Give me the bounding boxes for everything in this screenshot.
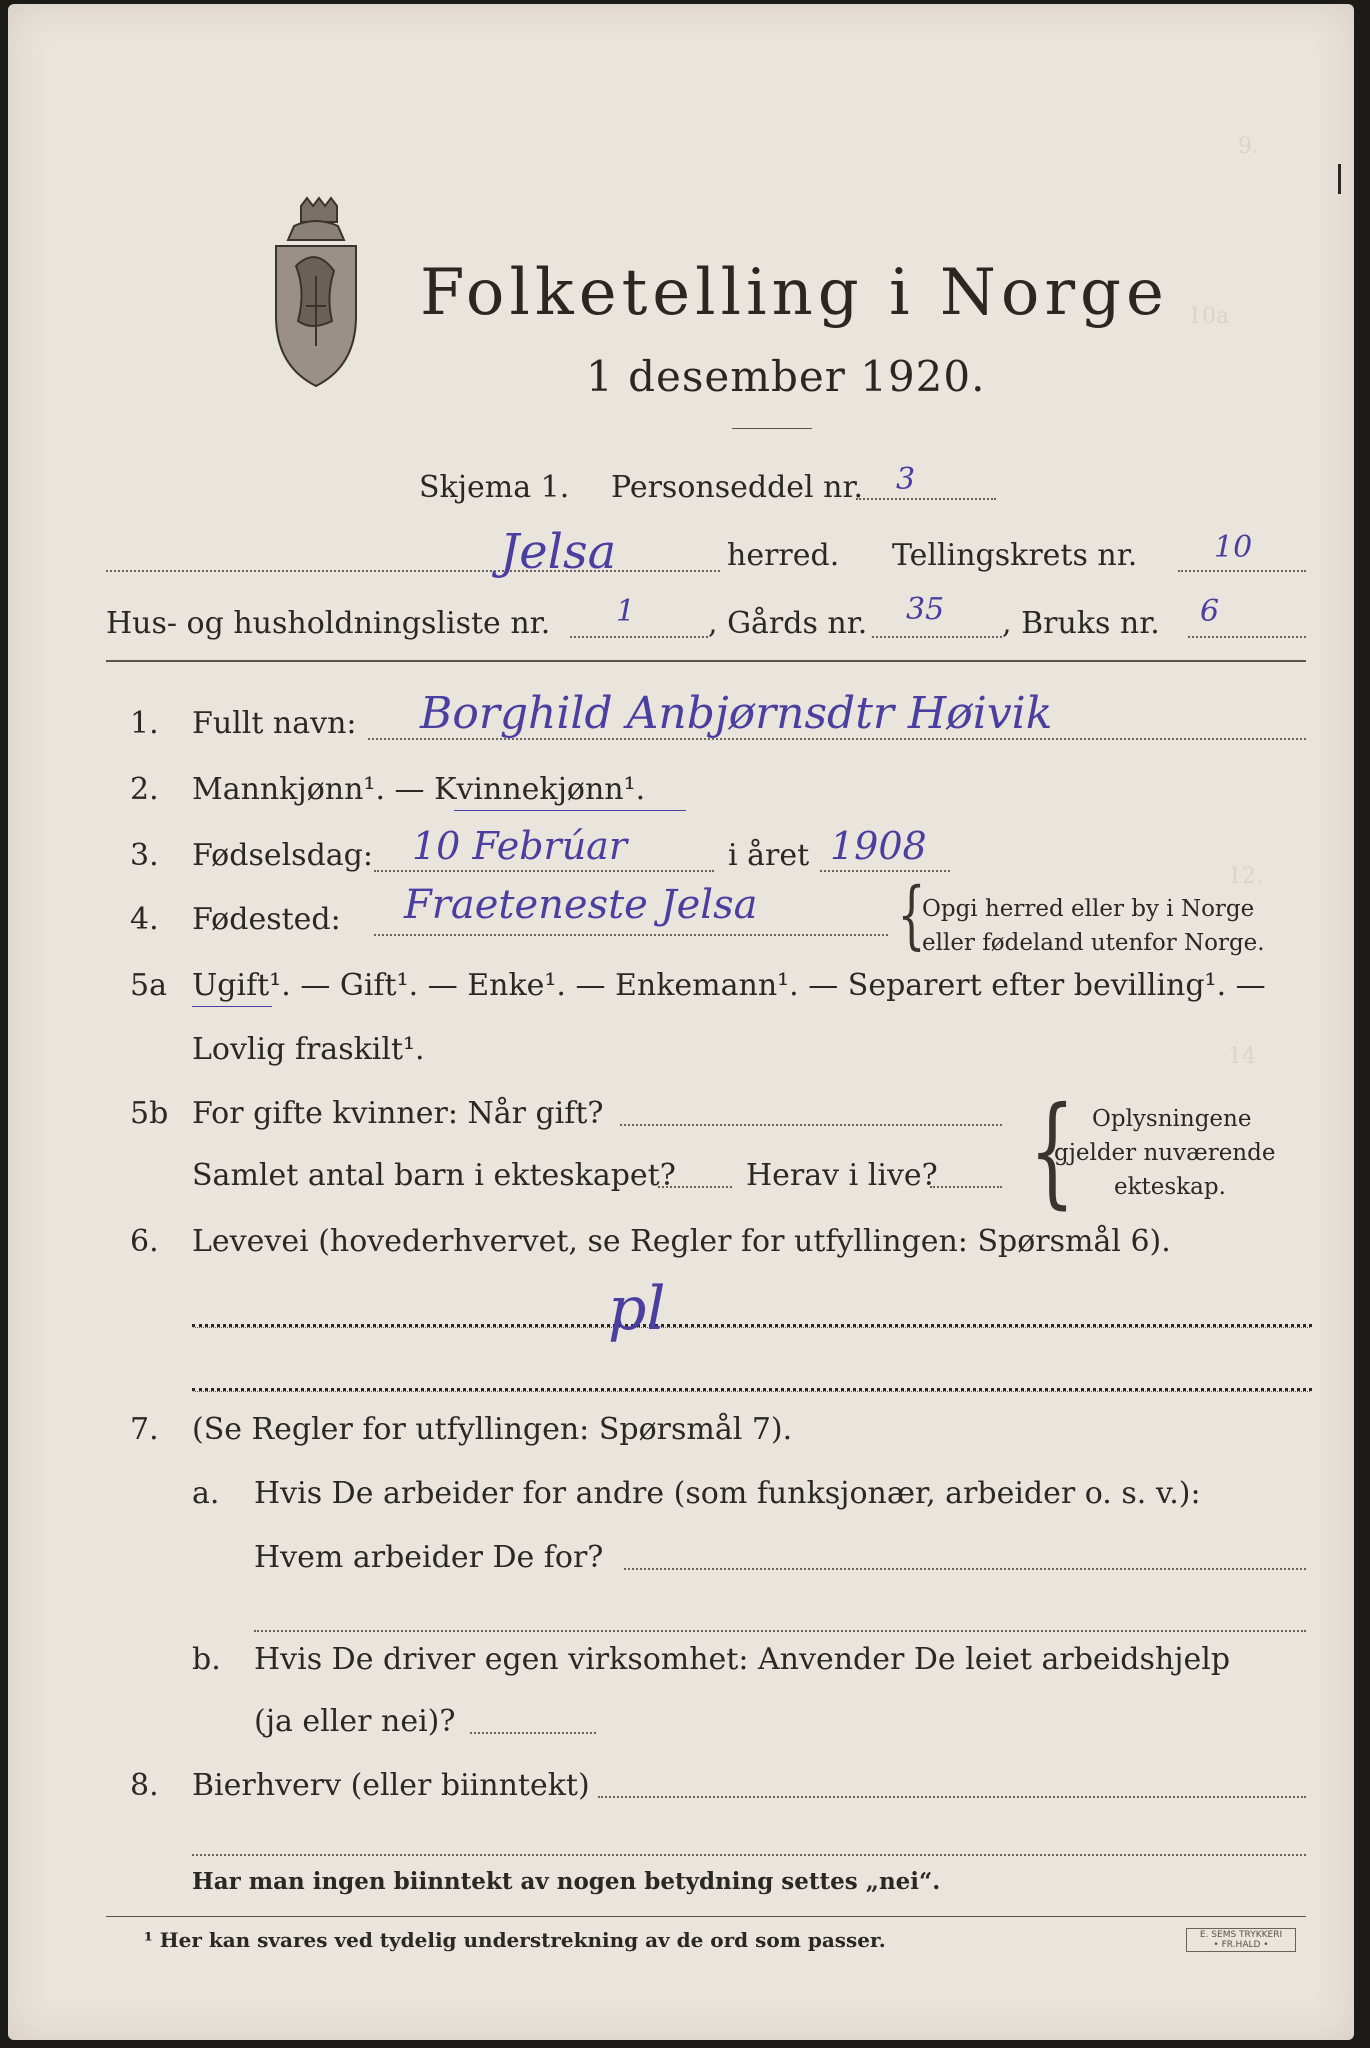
printer-stamp: E. SEMS TRYKKERI • FR.HALD • (1186, 1928, 1296, 1952)
q5b-line-2b: Herav i live? (746, 1158, 938, 1193)
q5b-note-3: ekteskap. (1114, 1174, 1226, 1200)
personseddel-label: Personseddel nr. (611, 470, 864, 505)
brace-q4: { (897, 872, 926, 958)
q7a-letter: a. (192, 1476, 220, 1511)
husholdningsliste-label: Hus- og husholdningsliste nr. (106, 606, 551, 641)
marital-status-options[interactable]: Ugift¹. — Gift¹. — Enke¹. — Enkemann¹. — Separert efter bevilling¹. — (192, 968, 1266, 1003)
footnote-separator (106, 1916, 1306, 1917)
q8-number: 8. (130, 1768, 159, 1803)
q7b-letter: b. (192, 1642, 221, 1677)
gender-options[interactable]: Mannkjønn¹. — Kvinnekjønn¹. (192, 772, 646, 807)
form-title: Folketelling i Norge (420, 256, 1169, 330)
birthplace-value[interactable]: Fraeteneste Jelsa (404, 882, 758, 928)
q7-number: 7. (130, 1412, 159, 1447)
q5b-note-1: Oplysningene (1092, 1106, 1252, 1132)
form-date: 1 desember 1920. (586, 352, 986, 401)
bruks-label: , Bruks nr. (1002, 606, 1160, 641)
q3-year-label: i året (728, 838, 810, 873)
gards-label: , Gårds nr. (708, 606, 868, 641)
q1-label: Fullt navn: (192, 706, 357, 741)
coat-of-arms-icon (256, 196, 376, 396)
husholdningsliste-number[interactable]: 1 (616, 594, 636, 629)
q6-label: Levevei (hovederhvervet, se Regler for utfyllingen: Spørsmål 6). (192, 1224, 1171, 1259)
personseddel-number[interactable]: 3 (896, 462, 916, 497)
census-form-page: 9. 10a 12. 14 Folketelling i Norge 1 desember 1920. Skjema 1. Personseddel nr. 3 Jelsa herred. Tellingskrets nr. 10 Hus- og husholdningsliste nr. 1 , Gårds nr. 35 , Bruks nr. 6 1. Fullt navn: Borghild Anbjørnsdtr Høivik 2. Mannkjønn¹. — Kvinnekjønn¹. 3. Fødselsdag: 10 Febrúar i året 1908 4. Fødested: Fraeteneste Jelsa { Opgi herred eller by i Norge eller fødeland utenfor Norge. 5a Ugift¹. — Gift¹. — Enke¹. — Enkemann¹. — Separert efter bevilling¹. — Lovlig fraskilt¹. 5b For gifte kvinner: Når gift? Samlet antal barn i ekteskapet? Herav i live? { Oplysningene gjelder nuværende ekteskap. 6. Levevei (hovederhvervet, se Regler for utfyllingen: Spørsmål 6). pl 7. (Se Regler for utfyllingen: Spørsmål 7). a. Hvis De arbeider for andre (som funksjonær, arbeider o. s. v.): Hvem arbeider De for? b. Hvis De driver egen virksomhet: Anvender De leiet arbeidshjelp (ja eller nei)? 8. Bierhverv (eller biinntekt) Har man ingen biinntekt av nogen betydning settes „nei“. ¹ Her kan svares ved tydelig understrekning av de ord som passer. E. SEMS TRYKKERI • FR.HALD • (8, 4, 1354, 2040)
title-divider (732, 428, 812, 429)
full-name-value[interactable]: Borghild Anbjørnsdtr Høivik (420, 688, 1053, 739)
tellingskrets-number[interactable]: 10 (1214, 530, 1253, 565)
skjema-label: Skjema 1. (419, 470, 570, 505)
birth-year-value[interactable]: 1908 (830, 824, 927, 868)
edge-mark (1338, 164, 1341, 194)
bruks-number[interactable]: 6 (1200, 594, 1220, 629)
q8-label: Bierhverv (eller biinntekt) (192, 1768, 590, 1803)
gender-underline (454, 810, 686, 811)
herred-value[interactable]: Jelsa (500, 524, 617, 580)
q4-number: 4. (130, 902, 159, 937)
occupation-value[interactable]: pl (608, 1274, 666, 1344)
q5a-number: 5a (130, 968, 167, 1003)
birthday-value[interactable]: 10 Febrúar (412, 824, 627, 868)
q3-label: Fødselsdag: (192, 838, 373, 873)
q6-number: 6. (130, 1224, 159, 1259)
q7a-line-1: Hvis De arbeider for andre (som funksjonær, arbeider o. s. v.): (254, 1476, 1201, 1511)
q4-note-1: Opgi herred eller by i Norge (922, 896, 1255, 922)
q1-number: 1. (130, 706, 159, 741)
q7b-line-1: Hvis De driver egen virksomhet: Anvender De leiet arbeidshjelp (254, 1642, 1231, 1677)
header-separator (106, 660, 1306, 662)
q7-label: (Se Regler for utfyllingen: Spørsmål 7). (192, 1412, 793, 1447)
q7b-line-2: (ja eller nei)? (254, 1704, 456, 1739)
q6-line-1 (192, 1324, 1312, 1328)
q5b-line-2: Samlet antal barn i ekteskapet? (192, 1158, 676, 1193)
marital-status-line-2[interactable]: Lovlig fraskilt¹. (192, 1032, 425, 1067)
brace-q5b: { (1029, 1082, 1076, 1221)
q8-note: Har man ingen biinntekt av nogen betydning settes „nei“. (192, 1868, 941, 1895)
q5b-note-2: gjelder nuværende (1054, 1140, 1276, 1166)
gards-number[interactable]: 35 (906, 592, 945, 627)
q7a-line-2: Hvem arbeider De for? (254, 1540, 604, 1575)
marital-underline (192, 1006, 272, 1007)
q4-label: Fødested: (192, 902, 341, 937)
q2-number: 2. (130, 772, 159, 807)
herred-label: herred. (727, 538, 840, 573)
tellingskrets-label: Tellingskrets nr. (892, 538, 1138, 573)
q6-line-2 (192, 1388, 1312, 1392)
q5b-line-1: For gifte kvinner: Når gift? (192, 1096, 604, 1131)
q5b-number: 5b (130, 1096, 169, 1131)
footnote: ¹ Her kan svares ved tydelig understrekning av de ord som passer. (144, 1928, 886, 1952)
q3-number: 3. (130, 838, 159, 873)
q4-note-2: eller fødeland utenfor Norge. (922, 930, 1265, 956)
